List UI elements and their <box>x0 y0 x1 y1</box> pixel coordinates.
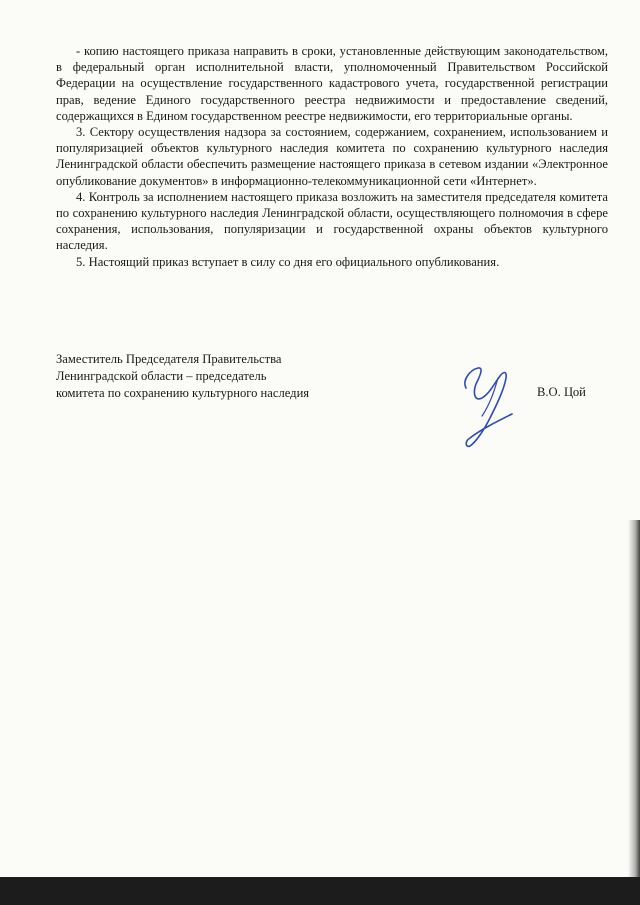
scan-bottom-border <box>0 877 640 905</box>
signatory-title-line: Заместитель Председателя Правительства <box>56 352 282 366</box>
paragraph-3: 3. Сектору осуществления надзора за состоянием, содержанием, сохранением, использованием и популяризацией объектов культурного наследия комитета по сохранению культурного наследия Ленинградской области обеспечить размещение настоящего приказа в сетевом издании «Электронное опубликование документов» в информационно-телекоммуникационной сети «Интернет». <box>56 125 608 188</box>
handwritten-signature <box>436 358 536 458</box>
paragraph-delivery: - копию настоящего приказа направить в сроки, установленные действующим законодательством, в федеральный орган исполнительной власти, уполномоченный Правительством Российской Федерации на осуществление государственного кадастрового учета, государственной регистрации прав, ведение Единого государственного реестра недвижимости и предоставление сведений, содержащихся в Едином государственном реестре недвижимости, его территориальные органы. <box>56 44 608 123</box>
signatory-title-line: Ленинградской области – председатель <box>56 369 267 383</box>
signatory-name: В.О. Цой <box>537 385 586 399</box>
signatory-title-line: комитета по сохранению культурного наследия <box>56 386 310 400</box>
paragraph-5: 5. Настоящий приказ вступает в силу со дня его официального опубликования. <box>76 254 500 269</box>
signatory-title <box>56 351 309 402</box>
document-body <box>56 43 608 270</box>
paragraph-4: 4. Контроль за исполнением настоящего приказа возложить на заместителя председателя комитета по сохранению культурного наследия Ленинградской области, осуществляющего полномочия в сфере сохранения, использования, популяризации и государственной охраны объектов культурного наследия. <box>56 189 608 253</box>
scan-edge-shadow <box>628 520 640 880</box>
